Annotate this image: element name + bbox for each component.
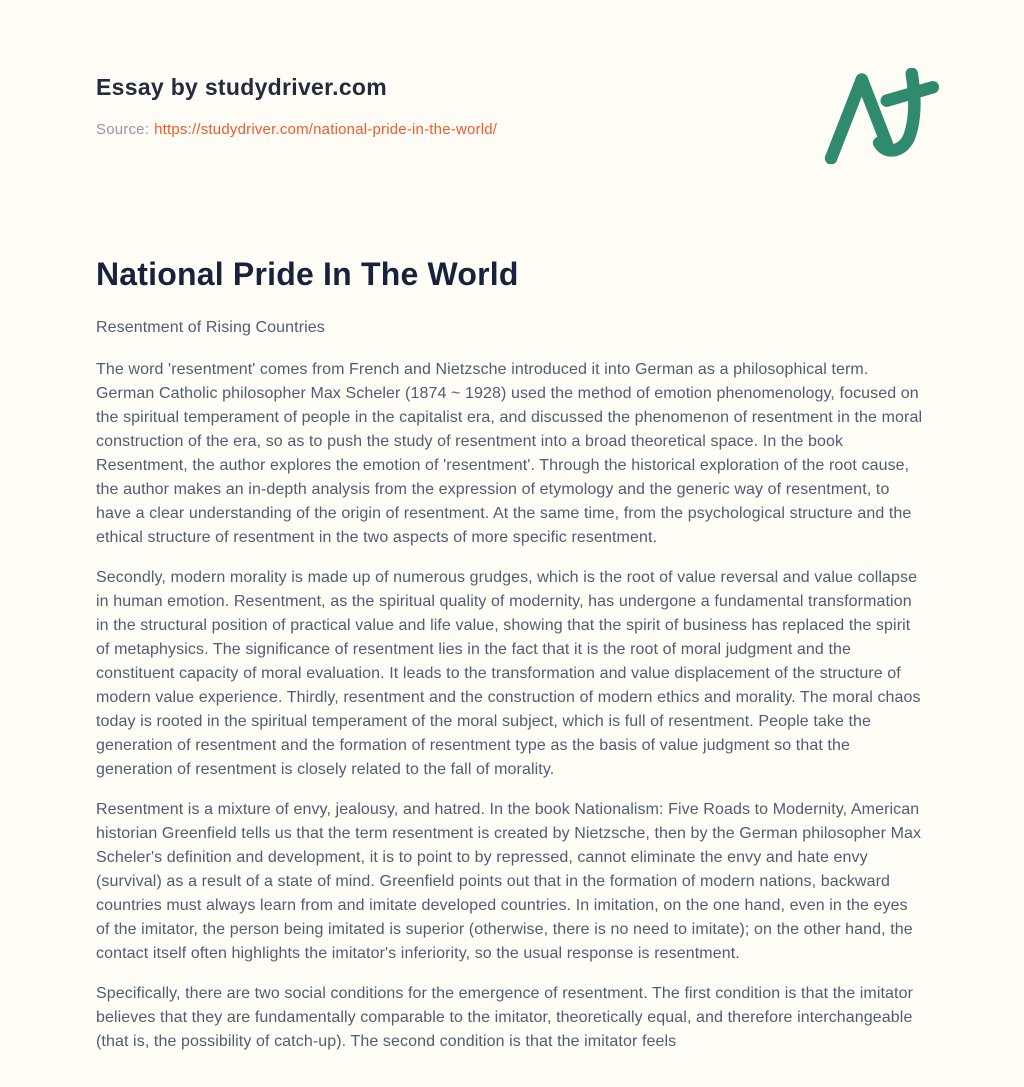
article [96,252,928,1054]
paragraph: Secondly, modern morality is made up of numerous grudges, which is the root of value reversal and value collapse in human emotion. Resentment, as the spiritual quality of modernity, has undergone a fundamental transformation in the structural position of practical value and life value, showing that the spirit of business has replaced the spirit of metaphysics. The significance of resentment lies in the fact that it is the root of moral judgment and the constituent capacity of moral evaluation. It leads to the transformation and value displacement of the structure of modern value experience. Thirdly, resentment and the construction of modern ethics and morality. The moral chaos today is rooted in the spiritual temperament of the moral subject, which is full of resentment. People take the generation of resentment and the formation of resentment type as the basis of value judgment so that the generation of resentment is closely related to the fall of morality. [96,569,921,778]
studydriver-logo-icon [822,68,940,164]
source-label: Source: [96,121,150,138]
essay-byline: Essay by studydriver.com [96,74,388,100]
page-header [96,74,928,138]
source-line [96,121,928,138]
page-title: National Pride In The World [96,256,519,292]
article-subtitle: Resentment of Rising Countries [96,319,325,336]
article-body [96,358,928,1054]
paragraph: Resentment is a mixture of envy, jealousy, and hatred. In the book Nationalism: Five Roads to Modernity, American historian Greenfield tells us that the term resentment is created by Nietzsche, then by the German philosopher Max Scheler's definition and development, it is to point to by repressed, cannot eliminate the envy and hate envy (survival) as a result of a state of mind. Greenfield points out that in the formation of modern nations, backward countries must always learn from and imitate developed countries. In imitation, on the one hand, even in the eyes of the imitator, the person being imitated is superior (otherwise, there is no need to imitate); on the other hand, the contact itself often highlights the imitator's inferiority, so the usual response is resentment. [96,801,922,962]
paragraph: The word 'resentment' comes from French and Nietzsche introduced it into German as a philosophical term. German Catholic philosopher Max Scheler (1874 ~ 1928) used the method of emotion phenomenology, focused on the spiritual temperament of people in the capitalist era, and discussed the phenomenon of resentment in the moral construction of the era, so as to push the study of resentment into a broad theoretical space. In the book Resentment, the author explores the emotion of 'resentment'. Through the historical exploration of the root cause, the author makes an in-depth analysis from the expression of etymology and the generic way of resentment, to have a clear understanding of the origin of resentment. At the same time, from the psychological structure and the ethical structure of resentment in the two aspects of more specific resentment. [96,361,923,546]
paragraph: Specifically, there are two social conditions for the emergence of resentment. The first condition is that the imitator believes that they are fundamentally comparable to the imitator, theoretically equal, and therefore interchangeable (that is, the possibility of catch-up). The second condition is that the imitator feels [96,985,914,1050]
source-link[interactable]: https://studydriver.com/national-pride-in-the-world/ [154,121,498,138]
